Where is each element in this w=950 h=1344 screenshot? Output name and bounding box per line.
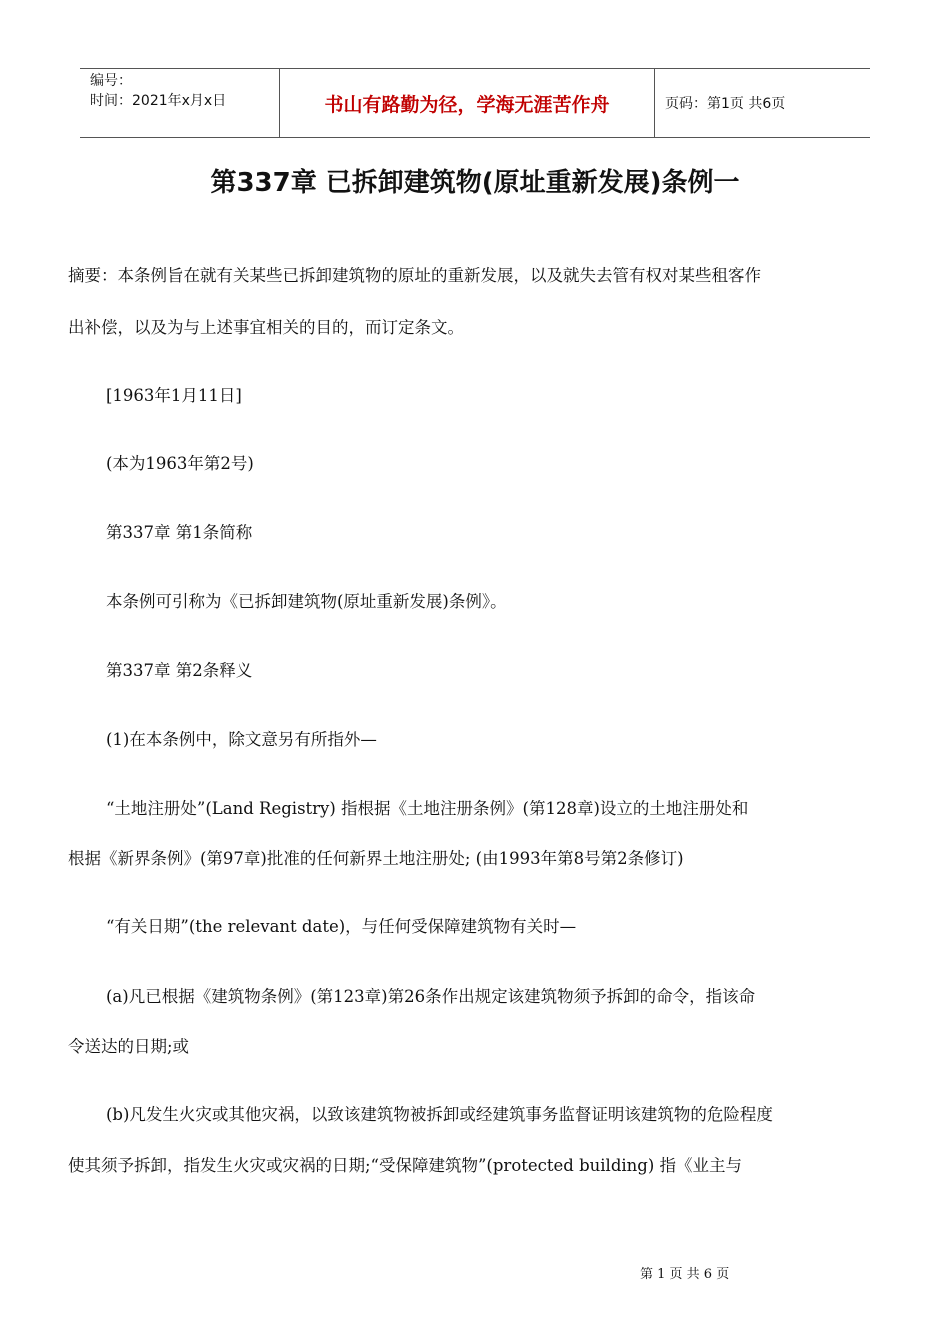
header-motto: 书山有路勤为径，学海无涯苦作舟 [280, 69, 655, 137]
page-footer: 第 1 页 共 6 页 [640, 1267, 730, 1282]
date-line: [1963年1月11日] [106, 386, 242, 405]
number-label: 编号： [90, 73, 132, 89]
clause-b-line-1: (b)凡发生火灾或其他灾祸，以致该建筑物被拆卸或经建筑事务监督证明该建筑物的危险程度 [106, 1105, 773, 1124]
clause-b-line-2: 使其须予拆卸，指发生火灾或灾祸的日期;“受保障建筑物”(protected building) 指《业主与 [68, 1156, 743, 1175]
abstract-line-1: 摘要：本条例旨在就有关某些已拆卸建筑物的原址的重新发展，以及就失去管有权对某些租客作 [68, 266, 761, 285]
time-label: 时间：2021年x月x日 [90, 93, 227, 109]
clause-a-line-1: (a)凡已根据《建筑物条例》(第123章)第26条作出规定该建筑物须予拆卸的命令，指该命 [106, 987, 756, 1006]
clause-a-line-2: 令送达的日期;或 [68, 1037, 190, 1056]
section-1-text: 本条例可引称为《已拆卸建筑物(原址重新发展)条例》。 [106, 592, 507, 611]
section-2-heading: 第337章 第2条释义 [106, 661, 253, 680]
land-registry-line-1: “土地注册处”(Land Registry) 指根据《土地注册条例》(第128章)设立的土地注册处和 [106, 799, 749, 818]
relevant-date-line: “有关日期”(the relevant date)，与任何受保障建筑物有关时— [106, 917, 577, 936]
land-registry-line-2: 根据《新界条例》(第97章)批准的任何新界土地注册处; (由1993年第8号第2条修订) [68, 849, 684, 868]
document-header [80, 68, 870, 138]
origin-line: (本为1963年第2号) [106, 454, 254, 473]
header-meta [80, 69, 280, 137]
section-2-intro: (1)在本条例中，除文意另有所指外— [106, 730, 377, 749]
abstract-line-2: 出补偿，以及为与上述事宜相关的目的，而订定条文。 [68, 318, 464, 337]
section-1-heading: 第337章 第1条简称 [106, 523, 253, 542]
header-page-info: 页码：第1页 共6页 [665, 96, 786, 112]
document-title: 第337章 已拆卸建筑物(原址重新发展)条例一 [210, 168, 740, 198]
